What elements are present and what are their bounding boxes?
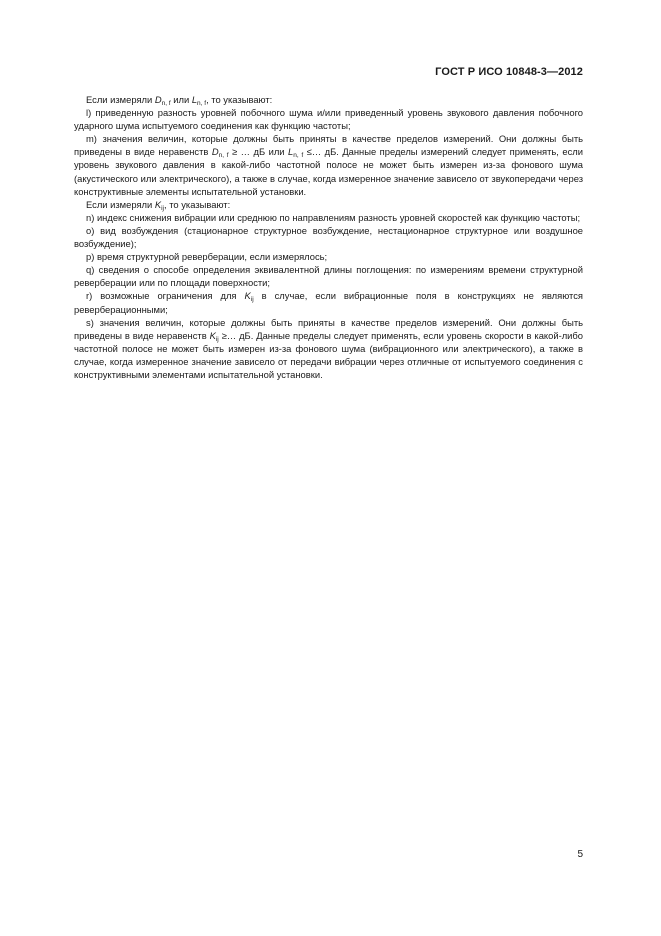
list-item-l: l) приведенную разность уровней побочного шума и/или приведенный уровень звукового давления побочного ударного шума испытуемого соединения как функцию частоты; <box>74 107 583 132</box>
document-standard-header: ГОСТ Р ИСО 10848-3—2012 <box>435 66 583 78</box>
list-item-m: m) значения величин, которые должны быть приняты в качестве пределов измерений. Они должны быть приведены в виде неравенств $D_{n, f}$ ≥ … дБ или $L_{n, f}$ ≤… дБ. Данные пределы измерений следует применять, если уровень звукового давления в какой-либо частотной полосе не может быть измерен из-за фонового шума (акустического или электрического), а также в случае, когда измеренное значение зависело от звукопередачи через конструктивные элементы испытательной установки. <box>74 133 583 197</box>
list-item-r: r) возможные ограничения для $K_{ij}$ в случае, если вибрационные поля в конструкциях не являются реверберационными; <box>74 290 584 315</box>
page-number: 5 <box>577 849 583 860</box>
list-item-q: q) сведения о способе определения эквивалентной длины поглощения: по измерениям времени структурной реверберации или по площади поверхности; <box>74 264 583 289</box>
list-item-o: o) вид возбуждения (стационарное структурное возбуждение, нестационарное структурное или воздушное возбуждение); <box>74 224 583 250</box>
paragraph-intro-k: Если измеряли $K_{ij}$, то указывают: <box>86 198 231 212</box>
paragraph-intro-d: Если измеряли $D_{n, f}$ или $L_{n, f}$, то указывают: <box>86 94 273 107</box>
list-item-n: n) индекс снижения вибрации или среднюю по направлениям разность уровней скоростей как функцию частоты; <box>86 211 581 223</box>
document-body <box>74 93 583 381</box>
list-item-p: p) время структурной реверберации, если измерялось; <box>86 251 328 263</box>
list-item-s: s) значения величин, которые должны быть приняты в качестве пределов измерений. Они должны быть приведены в виде неравенств $K_{ij}$ ≥… дБ. Данные пределы следует применять, если уровень скорости в какой-либо частотной полосе не может быть измерен из-за фонового шума (вибрационного или электрического), а также в случае, когда измеренное значение зависело от передачи вибрации через отличные от испытуемого соединения с конструктивными элементами испытательной установки. <box>74 316 583 380</box>
